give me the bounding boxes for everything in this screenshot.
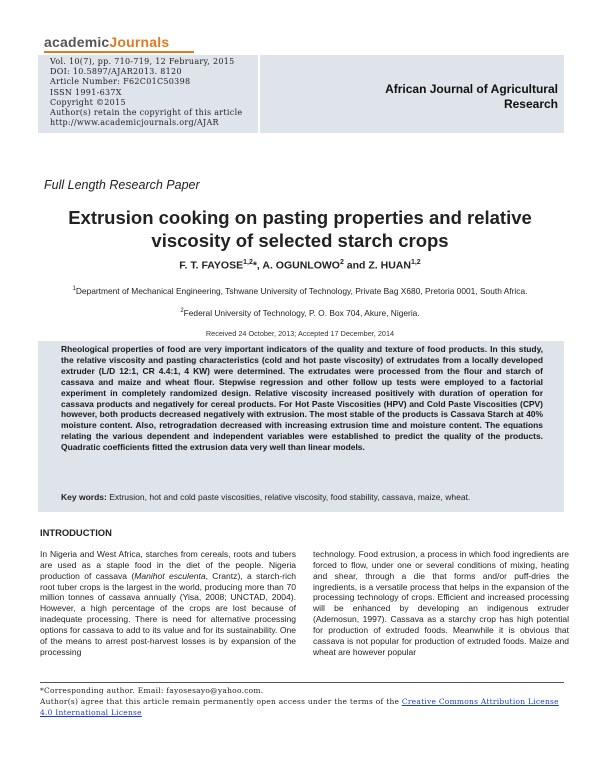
- meta-issn: ISSN 1991-637X: [50, 87, 122, 97]
- meta-copyright: Copyright ©2015: [50, 97, 126, 107]
- affiliation-2: $^2$Federal University of Technology, P. O. Box 704, Akure, Nigeria.: [180, 307, 420, 318]
- footnote: [40, 686, 564, 718]
- paper-type: Full Length Research Paper: [44, 178, 200, 192]
- footnote-rule: [40, 682, 564, 683]
- article-meta: [50, 57, 242, 128]
- received-dates: Received 24 October, 2013; Accepted 17 December, 2014: [205, 329, 395, 338]
- body-column-right: technology. Food extrusion, a process in which food ingredients are forced to flow, under one or several conditions of mixing, heating and shear, through a die that forms and/or puff-dries the ingredients, is a versatile process that helps in the expansion of the processing technology of crops. Efficient and increased processing will be enhanced by developing an indigenous extruder (Ademosun, 1997). Cassava as a starchy crop has high potential for production of extruded foods. Meanwhile it is obvious that cassava is not popular for production of extruded foods. Maize and wheat are however popular: [313, 549, 569, 657]
- corresponding-author: *Corresponding author. Email: fayosesayo@yahoo.com.: [40, 686, 264, 695]
- author-name: Z. HUAN: [368, 259, 411, 272]
- author-list: F. T. FAYOSE$^{1,2}$*, A. OGUNLOWO$^2$ and Z. HUAN$^{1,2}$: [179, 259, 421, 272]
- logo-underline: [44, 51, 194, 53]
- author-name: F. T. FAYOSE: [179, 259, 244, 272]
- affiliation-1: $^1$Department of Mechanical Engineering, Tshwane University of Technology, Private Bag X680, Pretoria 0001, South Africa.: [72, 285, 528, 296]
- author-name: A. OGUNLOWO: [262, 259, 340, 272]
- header-divider: [258, 55, 260, 133]
- keywords: [61, 492, 543, 502]
- publisher-logo: academicJournals: [44, 34, 170, 50]
- section-heading: INTRODUCTION: [40, 527, 112, 538]
- journal-name: African Journal of Agricultural Research: [385, 82, 558, 111]
- keywords-list: Extrusion, hot and cold paste viscosities, relative viscosity, food stability, cassava, maize, wheat.: [106, 492, 471, 502]
- license-link[interactable]: Creative Commons Attribution License 4.0 International License: [40, 696, 559, 717]
- keywords-label: Key words:: [61, 492, 107, 502]
- meta-article-number: Article Number: F62C01C50398: [50, 77, 191, 87]
- meta-url[interactable]: http://www.academicjournals.org/AJAR: [50, 118, 219, 128]
- abstract-text: Rheological properties of food are very important indicators of the quality and texture of food products. In this study, the relative viscosity and pasting characteristics (cold and hot paste viscosity) of extrudates from a locally developed extruder (L/D 12:1, CR 4.4:1, 4 KW) were determined. The extrudates were processed from the flour and starch of cassava and maize and wheat flour. Stepwise regression and other follow up tests were employed to a factorial experiment in completely randomized design. Relative viscosity increased positively with duration of operation for cassava products and negatively for cereal products. For Hot Paste Viscosities (HPV) and Cold Paste Viscosities (CPV) however, both products decreased negatively with extrusion. The most stable of the products is Cassava Starch at 40% moisture content. Also, retrogradation decreased with increasing extrusion time and moisture content. The equations relating the various dependent and independent variables were established to predict the quality of the products. Quadratic coefficients fitted the extrusion data very well than linear models.: [61, 344, 543, 453]
- meta-rights: Author(s) retain the copyright of this article: [50, 108, 243, 118]
- license-note: Author(s) agree that this article remain permanently open access under the terms of the Creative Commons Attribution License 4.0 International License: [40, 696, 559, 717]
- body-column-left: In Nigeria and West Africa, starches from cereals, roots and tubers are used as a staple food in the diet of the people. Nigeria production of cassava (Manihot esculenta, Crantz), a starch-rich root tuber crops is the largest in the world, producing more than 70 million tonnes of cassava annually (Yisa, 2008; UNCTAD, 2004). However, a high percentage of the crops are lost because of inadequate processing. There is need for alternative processing options for cassava to add to its value and for its sustainability. One of the means to arrest post-harvest losses is by expansion of the processing: [40, 549, 296, 657]
- paper-title: Extrusion cooking on pasting properties and relative viscosity of selected starch crops: [68, 207, 532, 251]
- meta-volume: Vol. 10(7), pp. 710-719, 12 February, 2015: [50, 57, 235, 66]
- meta-doi: DOI: 10.5897/AJAR2013. 8120: [50, 67, 182, 77]
